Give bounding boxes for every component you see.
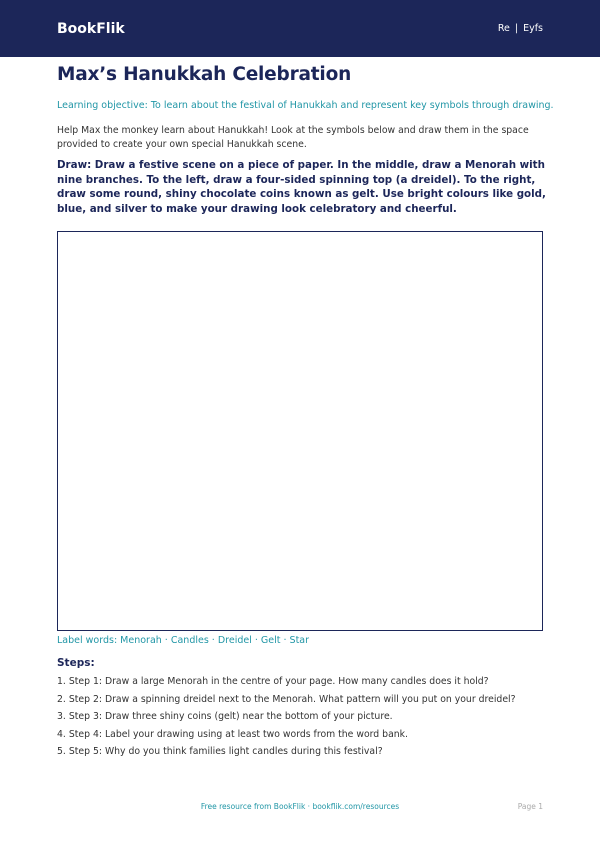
label-words: Label words: Menorah · Candles · Dreidel · Gelt · Star (57, 635, 310, 646)
step-item: 2. Step 2: Draw a spinning dreidel next to the Menorah. What pattern will you put on your dreidel? (57, 693, 516, 705)
header-meta (498, 23, 543, 34)
step-item: 5. Step 5: Why do you think families light candles during this festival? (57, 746, 383, 757)
meta-separator: | (514, 23, 519, 34)
level-tag: Eyfs (523, 23, 543, 34)
intro-text: Help Max the monkey learn about Hanukkah! Look at the symbols below and draw them in the space provided to create your own special Hanukkah scene. (57, 125, 529, 150)
drawing-area[interactable] (57, 231, 543, 631)
draw-instructions: Draw: Draw a festive scene on a piece of paper. In the middle, draw a Menorah with nine branches. To the left, draw a four-sided spinning top (a dreidel). To the right, draw some round, shiny chocolate coins known as gelt. Use bright colours like gold, blue, and silver to make your drawing look celebratory and cheerful. (57, 159, 546, 215)
page-number: Page 1 (517, 802, 543, 811)
subject-tag: Re (497, 23, 510, 34)
steps-list (57, 675, 557, 763)
brand-logo[interactable]: BookFlik (57, 20, 125, 37)
page-title: Max’s Hanukkah Celebration (57, 64, 352, 85)
learning-objective: Learning objective: To learn about the festival of Hanukkah and represent key symbols through drawing. (57, 100, 554, 111)
header-bar (0, 0, 600, 57)
step-item: 4. Step 4: Label your drawing using at least two words from the word bank. (57, 728, 408, 740)
steps-heading: Steps: (57, 657, 95, 669)
step-item: 1. Step 1: Draw a large Menorah in the centre of your page. How many candles does it hold? (57, 676, 489, 687)
footer-credit[interactable]: Free resource from BookFlik · bookflik.com/resources (200, 802, 400, 811)
step-item: 3. Step 3: Draw three shiny coins (gelt) near the bottom of your picture. (57, 711, 393, 722)
